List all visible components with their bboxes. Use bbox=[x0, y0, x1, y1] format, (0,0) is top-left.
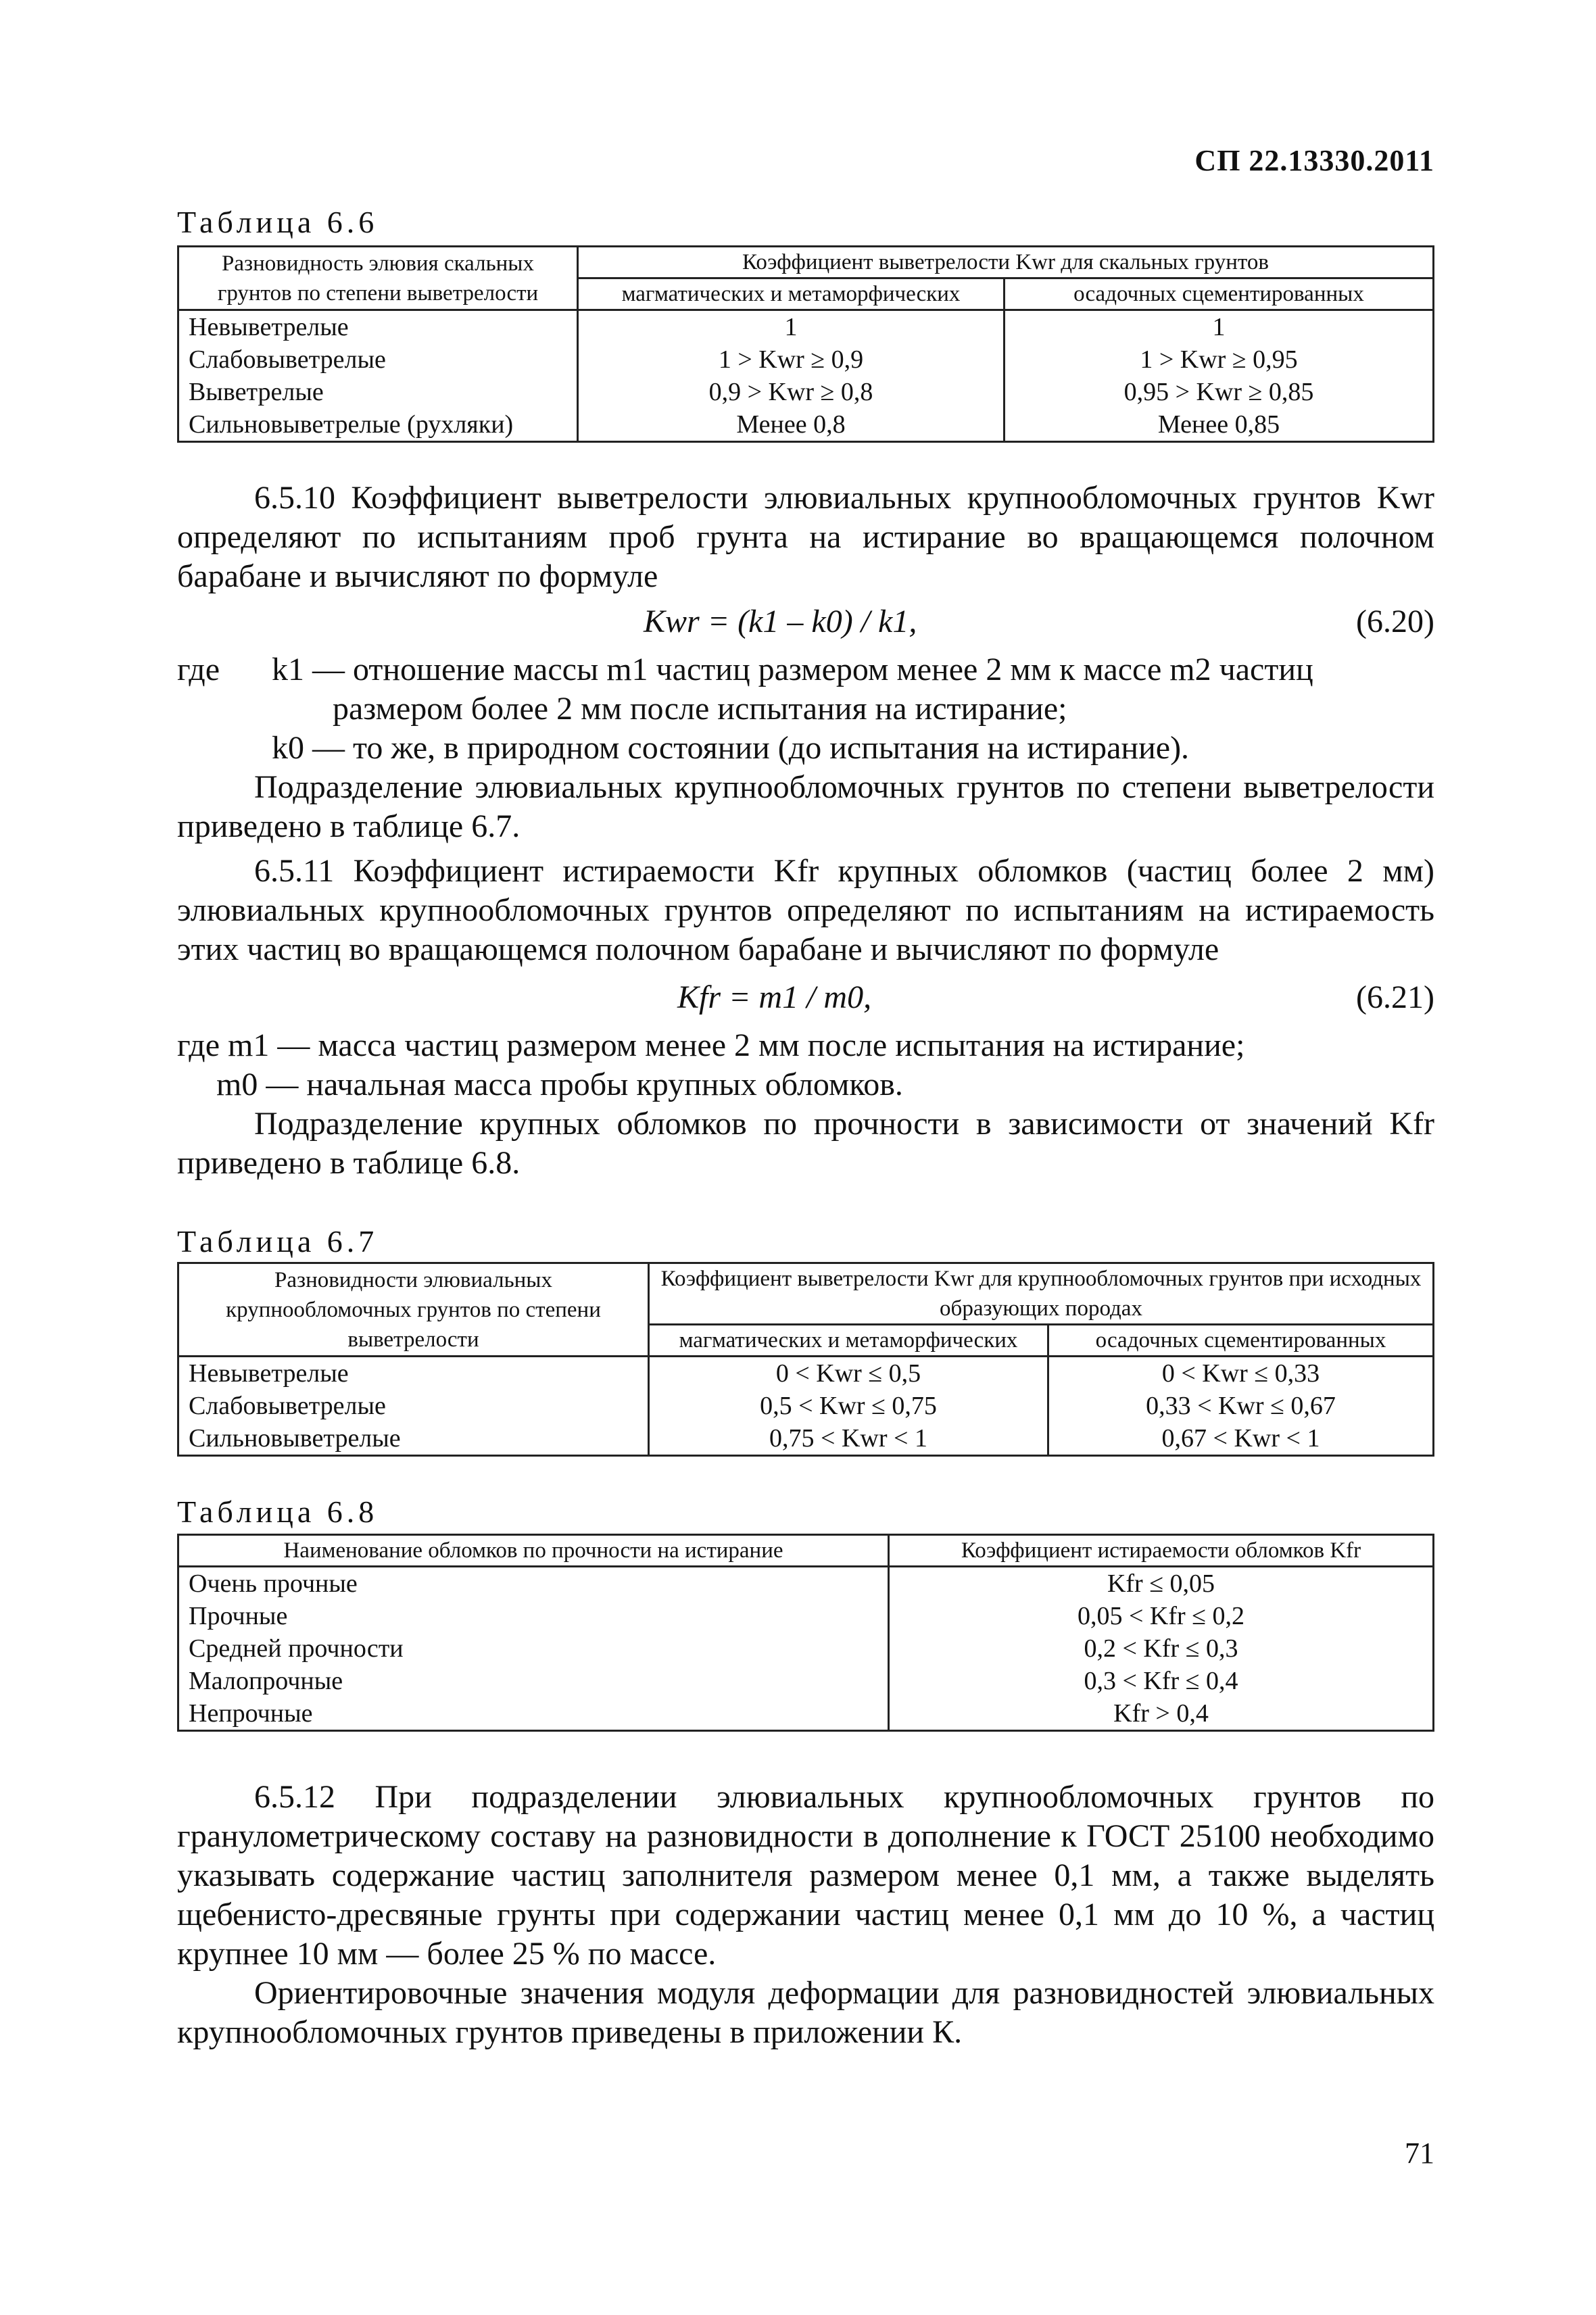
table-header: Коэффициент выветрелости Kwr для крупнообломочных грунтов при исходных образующих породах bbox=[649, 1263, 1434, 1325]
where-item: m0 — начальная масса пробы крупных обломков. bbox=[216, 1067, 903, 1102]
row-label: Невыветрелые bbox=[178, 310, 578, 344]
paragraph: Ориентировочные значения модуля деформации для разновидностей элювиальных крупнообломочных грунтов приведены в приложении К. bbox=[177, 1975, 1434, 2050]
where-block bbox=[177, 650, 1434, 768]
table-cell: 1 bbox=[578, 310, 1005, 344]
table-cell: Kfr ≤ 0,05 bbox=[889, 1567, 1434, 1601]
document-code: СП 22.13330.2011 bbox=[1194, 144, 1434, 177]
paragraph: 6.5.10 Коэффициент выветрелости элювиальных крупнообломочных грунтов Kwr определяют по испытаниям проб грунта на истирание во вращающемся полочном барабане и вычисляют по формуле bbox=[177, 480, 1434, 594]
formula-text: Kwr = (k1 – k0) / k1, bbox=[644, 604, 917, 639]
row-label: Выветрелые bbox=[178, 376, 578, 408]
table-subheader: осадочных сцементированных bbox=[1005, 278, 1434, 310]
row-label: Очень прочные bbox=[178, 1567, 889, 1601]
section-6-5-11 bbox=[177, 852, 1434, 1183]
section-6-5-10 bbox=[177, 479, 1434, 846]
where-label: где bbox=[177, 652, 220, 687]
table-header: Наименование обломков по прочности на истирание bbox=[178, 1535, 889, 1567]
page-number: 71 bbox=[1405, 2137, 1434, 2170]
table-6-6-block bbox=[177, 204, 1434, 443]
table-subheader: осадочных сцементированных bbox=[1048, 1325, 1434, 1357]
table-cell: 0,3 < Kfr ≤ 0,4 bbox=[889, 1665, 1434, 1697]
table-cell: 0,95 > Kwr ≥ 0,85 bbox=[1005, 376, 1434, 408]
table-header: Коэффициент выветрелости Kwr для скальных грунтов bbox=[578, 247, 1434, 278]
table-cell: 1 bbox=[1005, 310, 1434, 344]
table-cell: 0,67 < Kwr < 1 bbox=[1048, 1422, 1434, 1456]
table-header: Разновидность элювия скальных грунтов по степени выветрелости bbox=[178, 247, 578, 310]
formula-number: (6.20) bbox=[1356, 604, 1434, 639]
table-cell: 1 > Kwr ≥ 0,9 bbox=[578, 343, 1005, 376]
table-6-8 bbox=[177, 1534, 1434, 1732]
table-cell: 0,33 < Kwr ≤ 0,67 bbox=[1048, 1390, 1434, 1422]
table-cell: Менее 0,8 bbox=[578, 408, 1005, 442]
table-cell: 0,75 < Kwr < 1 bbox=[649, 1422, 1048, 1456]
paragraph: 6.5.11 Коэффициент истираемости Kfr крупных обломков (частиц более 2 мм) элювиальных крупнообломочных грунтов определяют по испытаниям на истираемость этих частиц во вращающемся полочном барабане и вычисляют по формуле bbox=[177, 853, 1434, 967]
table-6-8-block bbox=[177, 1494, 1434, 1732]
where-item: где m1 — масса частиц размером менее 2 мм после испытания на истирание; bbox=[177, 1027, 1245, 1063]
table-caption: Таблица 6.8 bbox=[177, 1494, 379, 1529]
section-6-5-12 bbox=[177, 1778, 1434, 2052]
paragraph: Подразделение элювиальных крупнообломочных грунтов по степени выветрелости приведено в таблице 6.7. bbox=[177, 769, 1434, 844]
table-cell: Менее 0,85 bbox=[1005, 408, 1434, 442]
table-cell: 0,9 > Kwr ≥ 0,8 bbox=[578, 376, 1005, 408]
table-6-6 bbox=[177, 245, 1434, 443]
row-label: Сильновыветрелые bbox=[178, 1422, 649, 1456]
table-6-7-block bbox=[177, 1223, 1434, 1457]
formula-number: (6.21) bbox=[1356, 979, 1434, 1015]
row-label: Средней прочности bbox=[178, 1632, 889, 1665]
row-label: Непрочные bbox=[178, 1697, 889, 1731]
row-label: Невыветрелые bbox=[178, 1357, 649, 1390]
paragraph: 6.5.12 При подразделении элювиальных крупнообломочных грунтов по гранулометрическому составу на разновидности в дополнение к ГОСТ 25100 необходимо указывать содержание частиц заполнителя размером менее 0,1 мм, а также выделять щебенисто-дресвяные грунты при содержании частиц менее 0,1 мм до 10 %, а частиц крупнее 10 мм — более 25 % по массе. bbox=[177, 1779, 1434, 1972]
formula-6-21 bbox=[177, 979, 1434, 1026]
formula-6-20 bbox=[177, 603, 1434, 650]
where-item: k1 — отношение массы m1 частиц размером менее 2 мм к массе m2 частиц размером более 2 мм после испытания на истирание; bbox=[272, 652, 1313, 727]
where-item: k0 — то же, в природном состоянии (до испытания на истирание). bbox=[272, 730, 1190, 766]
row-label: Малопрочные bbox=[178, 1665, 889, 1697]
row-label: Сильновыветрелые (рухляки) bbox=[178, 408, 578, 442]
table-caption: Таблица 6.6 bbox=[177, 205, 379, 239]
table-subheader: магматических и метаморфических bbox=[578, 278, 1005, 310]
table-cell: 0,5 < Kwr ≤ 0,75 bbox=[649, 1390, 1048, 1422]
row-label: Прочные bbox=[178, 1600, 889, 1632]
table-cell: 0,05 < Kfr ≤ 0,2 bbox=[889, 1600, 1434, 1632]
table-caption: Таблица 6.7 bbox=[177, 1224, 379, 1259]
formula-text: Kfr = m1 / m0, bbox=[677, 979, 872, 1015]
table-subheader: магматических и метаморфических bbox=[649, 1325, 1048, 1357]
table-cell: 0 < Kwr ≤ 0,5 bbox=[649, 1357, 1048, 1390]
table-cell: 0,2 < Kfr ≤ 0,3 bbox=[889, 1632, 1434, 1665]
table-header: Разновидности элювиальных крупнообломочных грунтов по степени выветрелости bbox=[178, 1263, 649, 1357]
table-cell: Kfr > 0,4 bbox=[889, 1697, 1434, 1731]
table-header: Коэффициент истираемости обломков Kfr bbox=[889, 1535, 1434, 1567]
paragraph: Подразделение крупных обломков по прочности в зависимости от значений Kfr приведено в таблице 6.8. bbox=[177, 1106, 1434, 1181]
table-6-7 bbox=[177, 1262, 1434, 1457]
table-cell: 0 < Kwr ≤ 0,33 bbox=[1048, 1357, 1434, 1390]
row-label: Слабовыветрелые bbox=[178, 343, 578, 376]
row-label: Слабовыветрелые bbox=[178, 1390, 649, 1422]
table-cell: 1 > Kwr ≥ 0,95 bbox=[1005, 343, 1434, 376]
